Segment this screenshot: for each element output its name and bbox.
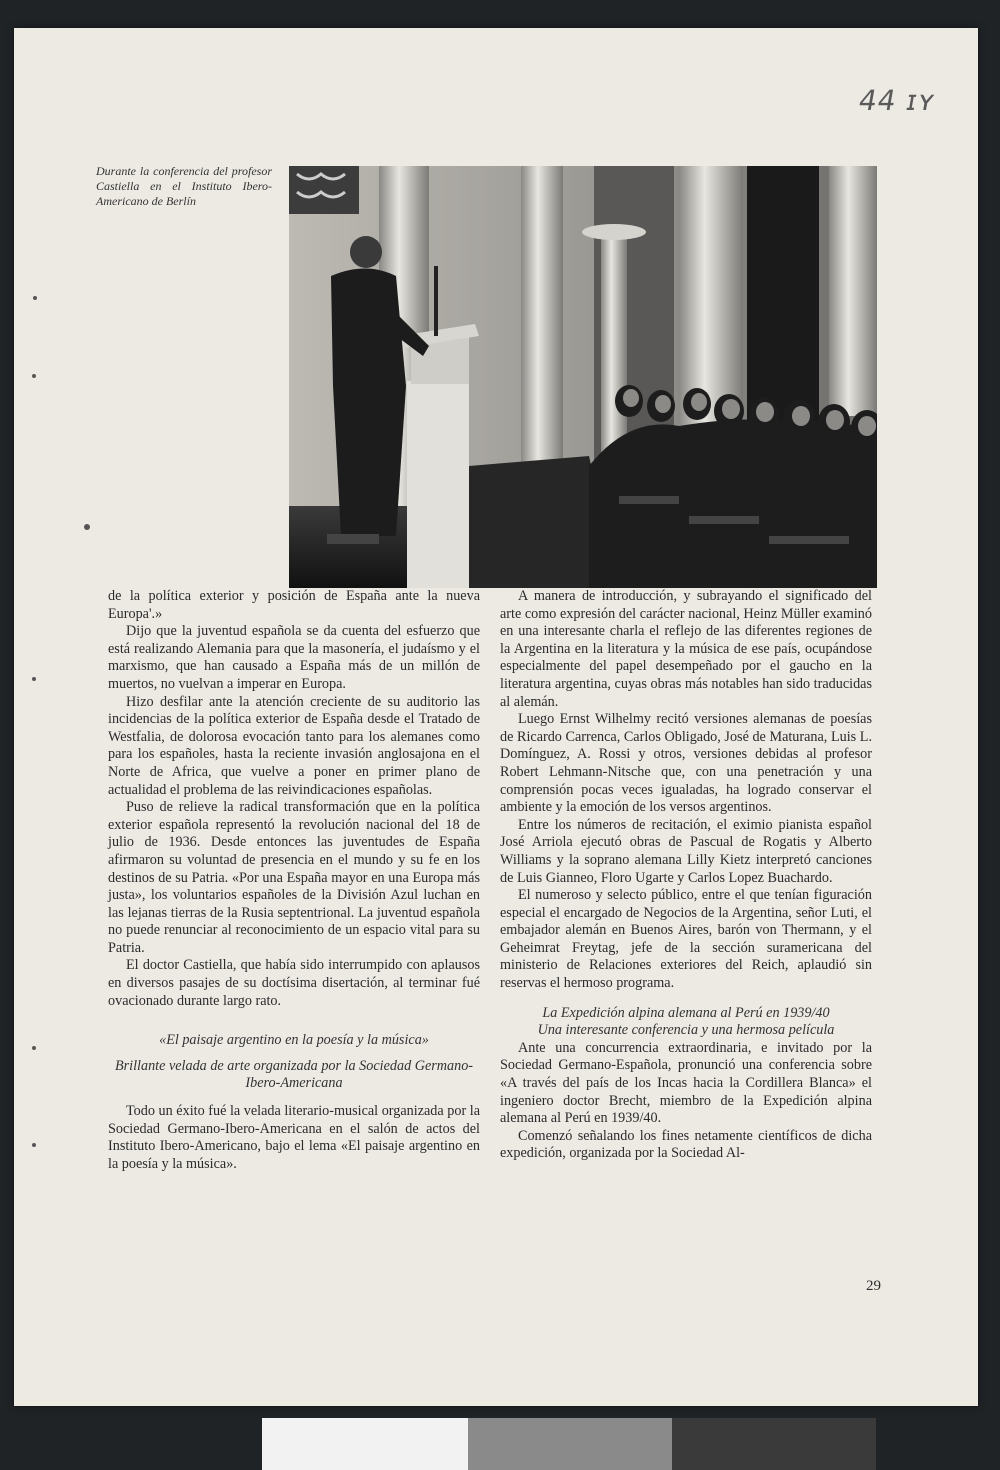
margin-dot xyxy=(32,1143,36,1147)
paragraph: Dijo que la juventud española se da cuenta del esfuerzo que está realizando Alemania para que la masonería, el judaísmo y el marxismo, que han causado a España más de un millón de muertos, no vuelvan a imperar en Europa. xyxy=(108,623,480,692)
section-title: «El paisaje argentino en la poesía y la música» xyxy=(159,1032,429,1049)
margin-dot xyxy=(32,1046,36,1050)
section-subtitle: Una interesante conferencia y una hermosa película xyxy=(537,1022,835,1039)
paragraph: Puso de relieve la radical transformación que en la política exterior española representó la revolución nacional del 18 de julio de 1936. Desde entonces las juventudes de España afirmaron su voluntad de presencia en el mundo y su fe en los destinos de su Patria. «Por una España mayor en una Europa más justa», los voluntarios españoles de la División Azul luchan en las lejanas tierras de la Rusia septentrional. La juventud española no puede renunciar al reconocimiento de un espacio vital para su Patria. xyxy=(108,799,480,956)
page-number: 29 xyxy=(866,1278,881,1294)
paragraph: Comenzó señalando los fines netamente científicos de dicha expedición, organizada por la Sociedad Al- xyxy=(500,1127,872,1162)
paragraph: Hizo desfilar ante la atención creciente de su auditorio las incidencias de la política exterior de España desde el Tratado de Westfalia, de dolorosa evocación tanto para los alemanes como para los españoles, hasta la reciente invasión anglosajona en el Norte de Africa, que vuelve a poner en primer plano de actualidad el problema de las reivindicaciones españolas. xyxy=(108,693,480,798)
left-column xyxy=(108,588,480,1173)
conference-photo xyxy=(289,166,877,588)
photo-caption: Durante la conferencia del profesor Castiella en el Instituto Ibero-Americano de Berlín xyxy=(96,164,272,208)
margin-dot xyxy=(32,677,36,681)
right-column xyxy=(500,588,872,1163)
paragraph: Ante una concurrencia extraordinaria, e invitado por la Sociedad Germano-Española, pronunció una conferencia sobre «A través del país de los Incas hacia la Cordillera Blanca» el ingeniero doctor Brecht, miembro de la Expedición alpina alemana al Perú en 1939/40. xyxy=(500,1039,872,1127)
paragraph: A manera de introducción, y subrayando el significado del arte como expresión del carácter nacional, Heinz Müller examinó en una interesante charla el reflejo de las diferentes regiones de la Argentina en la literatura y la música de ese país, ocupándose especialmente del papel desempeñado por el gaucho en la literatura argentina, cuyas obras más notables han sido traducidas al alemán. xyxy=(500,588,872,710)
paragraph: Luego Ernst Wilhelmy recitó versiones alemanas de poesías de Ricardo Carrenca, Carlos Obligado, José de Maturana, Luis L. Domínguez, A. Rossi y otros, versiones debidas al profesor Robert Lehmann-Nitsche que, con una penetración y una comprensión pocas veces igualadas, ha logrado conservar el ambiente y la emoción de los versos argentinos. xyxy=(500,711,872,816)
paragraph: Todo un éxito fué la velada literario-musical organizada por la Sociedad Germano-Ibero-Americana en el salón de actos del Instituto Ibero-Americano, bajo el lema «El paisaje argentino en la poesía y la música». xyxy=(108,1103,480,1172)
paragraph: de la política exterior y posición de España ante la nueva Europa'.» xyxy=(108,588,480,622)
margin-dot xyxy=(33,296,37,300)
margin-dot xyxy=(32,374,36,378)
margin-mark xyxy=(84,524,90,530)
color-swatch-gray xyxy=(468,1418,672,1470)
paragraph: Entre los números de recitación, el eximio pianista español José Arriola ejecutó obras de Pascual de Rogatis y Alberto Williams y la soprano alemana Lilly Kietz interpretó canciones de Luis Gianneo, Floro Ugarte y Carlos Lopez Buachardo. xyxy=(500,816,872,886)
color-swatch-white xyxy=(262,1418,468,1470)
paragraph: El numeroso y selecto público, entre el que tenían figuración especial el encargado de Negocios de la Argentina, señor Luti, el embajador alemán en Buenos Aires, barón von Thermann, y el Geheimrat Freytag, jefe de la sección suramericana del ministerio de Relaciones exteriores del Reich, aplaudió sin reservas el hermoso programa. xyxy=(500,887,872,992)
paragraph: El doctor Castiella, que había sido interrumpido con aplausos en diversos pasajes de su doctísima disertación, al terminar fué ovacionado durante largo rato. xyxy=(108,957,480,1009)
color-swatch-dark xyxy=(672,1418,876,1470)
section-title: La Expedición alpina alemana al Perú en 1939/40 xyxy=(542,1004,830,1021)
section-subtitle: Brillante velada de arte organizada por la Sociedad Germano-Ibero-Americana xyxy=(114,1057,474,1092)
handwritten-annotation: 44 ɪʏ xyxy=(856,84,939,117)
